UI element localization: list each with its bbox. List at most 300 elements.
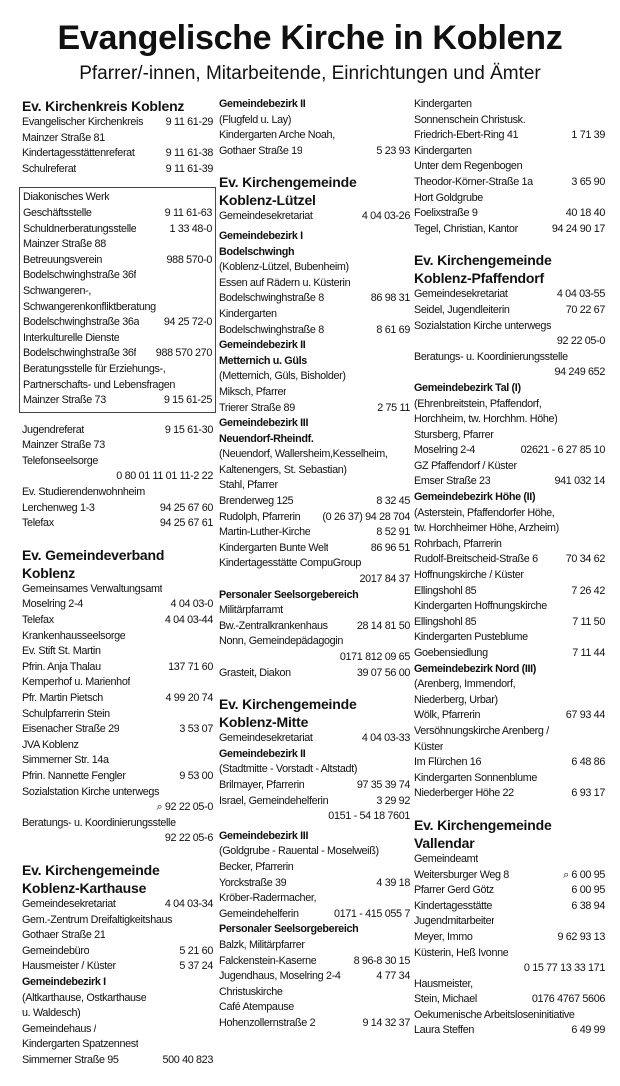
phone-number: 5 21 60 bbox=[179, 944, 213, 957]
entry-label: Weitersburger Weg 8 bbox=[414, 868, 509, 881]
column-3 bbox=[414, 97, 605, 1039]
contact-line bbox=[23, 378, 212, 394]
subsection-heading: Gemeindebezirk I bbox=[219, 229, 303, 242]
phone-number: 9 11 61-39 bbox=[165, 162, 213, 175]
contact-line bbox=[23, 346, 212, 362]
contact-line bbox=[219, 794, 410, 810]
contact-line bbox=[414, 1023, 605, 1039]
contact-line bbox=[414, 646, 605, 662]
subsection-heading: Gemeindebezirk Höhe (II) bbox=[414, 491, 536, 504]
contact-line bbox=[219, 260, 410, 276]
phone-number: 7 26 42 bbox=[571, 584, 605, 597]
phone-number: 8 96-8 30 15 bbox=[353, 954, 410, 967]
entry-label: Kindergarten bbox=[414, 144, 472, 157]
entry-label: Christuskirche bbox=[219, 985, 283, 998]
entry-label: Pfarrer Gerd Götz bbox=[414, 884, 494, 897]
phone-number: ⌕ 92 22 05-0 bbox=[156, 801, 213, 814]
contact-line bbox=[219, 572, 410, 588]
entry-label: GZ Pfaffendorf / Küster bbox=[414, 459, 517, 472]
phone-number: 988 570-0 bbox=[166, 253, 212, 266]
entry-label: Gemeindebüro bbox=[22, 944, 90, 957]
phone-number: 988 570 270 bbox=[155, 347, 212, 360]
contact-line bbox=[22, 928, 213, 944]
entry-label: Yorckstraße 39 bbox=[219, 876, 287, 889]
phone-number: 67 93 44 bbox=[565, 709, 605, 722]
entry-label: Unter dem Regenbogen bbox=[414, 160, 523, 173]
entry-label: Gothaer Straße 19 bbox=[219, 144, 303, 157]
subsection-heading: Neuendorf-Rheindf. bbox=[219, 432, 314, 445]
contact-line bbox=[22, 897, 213, 913]
contact-line bbox=[414, 771, 605, 787]
contact-line bbox=[219, 209, 410, 225]
entry-label: Bodelschwinghstraße 36f bbox=[23, 269, 137, 282]
contact-line bbox=[219, 541, 410, 557]
entry-label: Niederberger Höhe 22 bbox=[414, 787, 514, 800]
phone-number: 137 71 60 bbox=[168, 660, 213, 673]
subsection-heading: Gemeindebezirk II bbox=[219, 98, 306, 110]
contact-line bbox=[414, 159, 605, 175]
contact-line bbox=[22, 162, 213, 178]
entry-label: Brilmayer, Pfarrerin bbox=[219, 778, 305, 791]
entry-label: Hausmeister / Küster bbox=[22, 960, 116, 973]
phone-number: 02621 - 6 27 85 10 bbox=[520, 444, 605, 457]
phone-number: 6 38 94 bbox=[571, 899, 605, 912]
subsection-heading: Gemeindebezirk III bbox=[219, 829, 309, 842]
contact-line bbox=[22, 660, 213, 676]
phone-number: 1 33 48-0 bbox=[169, 222, 212, 235]
phone-number: 4 04 03-33 bbox=[361, 732, 410, 745]
diakonie-box bbox=[19, 187, 216, 412]
contact-line bbox=[414, 786, 605, 802]
contact-line bbox=[219, 603, 410, 619]
phone-number: ⌕ 6 00 95 bbox=[563, 868, 605, 881]
contact-line bbox=[414, 630, 605, 646]
entry-label: Pfrin. Nannette Fengler bbox=[22, 769, 126, 782]
entry-label: Telefax bbox=[22, 614, 54, 627]
entry-label: Laura Steffen bbox=[414, 1024, 475, 1037]
entry-label: Niederberg, Urbar) bbox=[414, 693, 498, 706]
contact-line bbox=[414, 568, 605, 584]
entry-label: Becker, Pfarrerin bbox=[219, 860, 294, 873]
entry-label: Kindergarten bbox=[219, 307, 277, 320]
contact-line bbox=[414, 930, 605, 946]
subsection-heading: Gemeindebezirk I bbox=[22, 975, 106, 988]
phone-number: 86 96 51 bbox=[370, 541, 410, 554]
phone-number: 94 25 67 61 bbox=[159, 517, 213, 530]
section-heading: Koblenz-Karthause bbox=[22, 879, 147, 896]
contact-line bbox=[22, 644, 213, 660]
phone-number: 97 35 39 74 bbox=[356, 778, 410, 791]
entry-label: Meyer, Immo bbox=[414, 930, 473, 943]
phone-number: 2017 84 37 bbox=[359, 573, 410, 586]
entry-label: Martin-Luther-Kirche bbox=[219, 526, 311, 539]
contact-line bbox=[414, 961, 605, 977]
phone-number: 3 65 90 bbox=[571, 175, 605, 188]
phone-number: 6 48 86 bbox=[571, 756, 605, 769]
entry-label: tw. Horchheimer Höhe, Arzheim) bbox=[414, 522, 559, 535]
contact-line bbox=[22, 516, 213, 532]
phone-number: 0171 - 415 055 7 bbox=[333, 907, 410, 920]
entry-label: Gemeindesekretariat bbox=[219, 732, 313, 745]
phone-number: 39 07 56 00 bbox=[356, 666, 410, 679]
entry-label: Gemeindehaus / bbox=[22, 1022, 97, 1035]
contact-line bbox=[414, 693, 605, 709]
contact-line bbox=[414, 708, 605, 724]
entry-label: Simmerner Str. 14a bbox=[22, 754, 109, 767]
entry-label: Beratungs- u. Koordinierungsstelle bbox=[414, 350, 568, 363]
entry-label: Gem.-Zentrum Dreifaltigkeitshaus bbox=[22, 913, 173, 926]
entry-label: Gemeindesekretariat bbox=[22, 897, 116, 910]
entry-label: (Flugfeld u. Lay) bbox=[219, 113, 292, 126]
entry-label: Jugendmitarbeiter bbox=[414, 915, 495, 928]
phone-number: 0151 - 54 18 7601 bbox=[328, 810, 410, 823]
phone-number: 7 11 44 bbox=[572, 647, 605, 659]
contact-line bbox=[414, 175, 605, 191]
contact-line bbox=[414, 303, 605, 319]
contact-line bbox=[22, 944, 213, 960]
contact-line bbox=[219, 307, 410, 323]
contact-line bbox=[22, 454, 213, 470]
entry-label: Krankenhausseelsorge bbox=[22, 629, 126, 642]
entry-label: Partnerschafts- und Lebensfragen bbox=[23, 378, 176, 391]
entry-label: Kindertagesstätte CompuGroup bbox=[219, 557, 362, 570]
spacer bbox=[22, 847, 213, 861]
entry-label: Balzk, Militärpfarrer bbox=[219, 938, 305, 951]
entry-label: Beratungs- u. Koordinierungsstelle bbox=[22, 816, 176, 829]
contact-line bbox=[414, 97, 605, 113]
contact-line bbox=[22, 1022, 213, 1038]
entry-label: Goebensiedlung bbox=[414, 647, 488, 659]
entry-label: Kindergarten Spatzennest bbox=[22, 1038, 139, 1051]
contact-line bbox=[22, 785, 213, 801]
contact-line bbox=[22, 582, 213, 598]
contact-line bbox=[414, 992, 605, 1008]
entry-label: Evangelischer Kirchenkreis bbox=[22, 116, 144, 128]
phone-number: 5 37 24 bbox=[179, 960, 213, 973]
phone-number: 4 99 20 74 bbox=[165, 692, 213, 704]
entry-label: Schulreferat bbox=[22, 162, 77, 175]
contact-line bbox=[414, 724, 605, 740]
section-heading: Ev. Kirchenkreis Koblenz bbox=[22, 98, 185, 114]
phone-number: 2 75 11 bbox=[377, 401, 410, 414]
phone-number: 70 22 67 bbox=[565, 303, 605, 316]
contact-line bbox=[414, 868, 605, 884]
entry-label: Grasteit, Diakon bbox=[219, 666, 291, 679]
phone-number: 4 04 03-44 bbox=[164, 614, 213, 627]
entry-label: (Goldgrube - Rauental - Moselweiß) bbox=[219, 845, 379, 858]
spacer bbox=[414, 802, 605, 816]
contact-line bbox=[22, 991, 213, 1007]
contact-line bbox=[219, 778, 410, 794]
contact-line bbox=[414, 977, 605, 993]
phone-number: 3 29 92 bbox=[376, 794, 410, 807]
section-heading: Koblenz-Mitte bbox=[219, 714, 309, 731]
entry-label: Café Atempause bbox=[219, 1001, 294, 1014]
entry-label: Trierer Straße 89 bbox=[219, 401, 295, 414]
entry-label: Bodelschwinghstraße 8 bbox=[219, 292, 324, 305]
contact-line bbox=[414, 521, 605, 537]
entry-label: Ellingshohl 85 bbox=[414, 584, 477, 597]
entry-label: Tegel, Christian, Kantor bbox=[414, 222, 518, 235]
spacer bbox=[22, 413, 213, 423]
entry-label: Sozialstation Kirche unterwegs bbox=[414, 319, 552, 332]
entry-label: Seidel, Jugendleiterin bbox=[414, 303, 510, 316]
contact-line bbox=[414, 206, 605, 222]
entry-label: Kaltenengers, St. Sebastian) bbox=[219, 463, 347, 476]
entry-label: Küster bbox=[414, 740, 444, 753]
contact-line bbox=[22, 831, 213, 847]
phone-number: 9 11 61-38 bbox=[165, 147, 213, 160]
contact-line bbox=[23, 268, 212, 284]
entry-label: Mainzer Straße 73 bbox=[22, 439, 105, 452]
entry-label: Theodor-Körner-Straße 1a bbox=[414, 175, 533, 188]
phone-number: 3 53 07 bbox=[179, 723, 213, 736]
contact-line bbox=[23, 222, 212, 238]
column-2 bbox=[219, 97, 410, 1031]
entry-label: Jugendhaus, Moselring 2-4 bbox=[219, 970, 341, 983]
contact-line bbox=[22, 613, 213, 629]
phone-number: 4 04 03-26 bbox=[361, 210, 410, 223]
contact-line bbox=[414, 397, 605, 413]
entry-label: Bodelschwinghstraße 36a bbox=[23, 316, 140, 329]
contact-line bbox=[22, 131, 213, 147]
entry-label: Simmerner Straße 95 bbox=[22, 1053, 119, 1066]
entry-label: Oekumenische Arbeitsloseninitiative bbox=[414, 1008, 575, 1021]
contact-line bbox=[22, 738, 213, 754]
entry-label: Im Flürchen 16 bbox=[414, 756, 482, 769]
entry-label: Mainzer Straße 81 bbox=[22, 131, 105, 144]
phone-number: 94 24 90 17 bbox=[551, 222, 605, 235]
contact-line bbox=[219, 876, 410, 892]
contact-line bbox=[22, 469, 213, 485]
contact-line bbox=[414, 412, 605, 428]
entry-label: Kindergarten Arche Noah, bbox=[219, 129, 335, 142]
contact-line bbox=[219, 276, 410, 292]
phone-number: 86 98 31 bbox=[370, 292, 410, 305]
contact-line bbox=[219, 385, 410, 401]
contact-line bbox=[219, 1000, 410, 1016]
section-heading: Koblenz-Pfaffendorf bbox=[414, 270, 544, 287]
contact-line bbox=[414, 350, 605, 366]
entry-label: Friedrich-Ebert-Ring 41 bbox=[414, 129, 519, 142]
entry-label: Kindergarten Hoffnungskirche bbox=[414, 600, 547, 613]
contact-line bbox=[414, 677, 605, 693]
entry-label: Gemeindeamt bbox=[414, 852, 478, 865]
phone-number: 8 52 91 bbox=[376, 526, 410, 539]
contact-line bbox=[414, 537, 605, 553]
entry-label: Brenderweg 125 bbox=[219, 495, 294, 508]
entry-label: (Ehrenbreitstein, Pfaffendorf, bbox=[414, 397, 542, 410]
contact-line bbox=[414, 740, 605, 756]
entry-label: Schulpfarrerin Stein bbox=[22, 707, 110, 720]
contact-line bbox=[22, 115, 213, 131]
contact-line bbox=[414, 946, 605, 962]
entry-label: Sonnenschein Christusk. bbox=[414, 113, 526, 126]
entry-label: Beratungsstelle für Erziehungs-, bbox=[23, 362, 166, 375]
contact-line bbox=[414, 459, 605, 475]
subsection-heading: Gemeindebezirk Tal (I) bbox=[414, 381, 521, 394]
phone-number: 6 00 95 bbox=[571, 884, 605, 897]
contact-line bbox=[22, 959, 213, 975]
entry-label: Schwangeren-, bbox=[23, 284, 92, 297]
contact-line bbox=[219, 323, 410, 339]
contact-line bbox=[219, 650, 410, 666]
entry-label: Essen auf Rädern u. Küsterin bbox=[219, 276, 351, 289]
contact-line bbox=[414, 755, 605, 771]
entry-label: JVA Koblenz bbox=[22, 738, 79, 751]
contact-line bbox=[22, 1006, 213, 1022]
subsection-heading: Bodelschwingh bbox=[219, 245, 295, 258]
contact-line bbox=[219, 144, 410, 160]
phone-number: 4 04 03-34 bbox=[164, 897, 213, 910]
phone-number: 94 249 652 bbox=[554, 366, 605, 379]
entry-label: Kröber-Radermacher, bbox=[219, 892, 317, 905]
subsection-heading: Personaler Seelsorgebereich bbox=[219, 923, 359, 936]
entry-label: Betreuungsverein bbox=[23, 253, 103, 266]
contact-line bbox=[22, 722, 213, 738]
contact-line bbox=[22, 707, 213, 723]
entry-label: (Neuendorf, Wallersheim,Kesselheim, bbox=[219, 448, 388, 461]
contact-line bbox=[23, 253, 212, 269]
subsection-heading: Gemeindebezirk III bbox=[219, 417, 309, 430]
entry-label: Ev. Studierendenwohnheim bbox=[22, 486, 145, 499]
subsection-heading: Personaler Seelsorgebereich bbox=[219, 588, 359, 601]
contact-line bbox=[219, 985, 410, 1001]
spacer bbox=[22, 177, 213, 187]
entry-label: Rohrbach, Pfarrerin bbox=[414, 537, 502, 550]
contact-line bbox=[414, 852, 605, 868]
entry-label: Stahl, Pfarrer bbox=[219, 479, 278, 492]
contact-line bbox=[414, 428, 605, 444]
entry-label: Lerchenweg 1-3 bbox=[22, 501, 95, 514]
spacer bbox=[414, 237, 605, 251]
contact-line bbox=[22, 438, 213, 454]
contact-line bbox=[22, 753, 213, 769]
section-heading: Ev. Kirchengemeinde bbox=[22, 861, 160, 878]
phone-number: 9 14 32 37 bbox=[362, 1016, 410, 1029]
entry-label: Kindergarten bbox=[414, 98, 472, 110]
phone-number: 6 49 99 bbox=[571, 1024, 605, 1037]
contact-line bbox=[219, 762, 410, 778]
contact-line bbox=[414, 474, 605, 490]
contact-line bbox=[23, 393, 212, 409]
contact-line bbox=[22, 913, 213, 929]
contact-line bbox=[414, 506, 605, 522]
entry-label: Telefonseelsorge bbox=[22, 454, 99, 467]
entry-label: Bodelschwinghstraße 36f bbox=[23, 347, 137, 360]
entry-label: Geschäftsstelle bbox=[23, 206, 92, 219]
subsection-heading: Gemeindebezirk II bbox=[219, 339, 306, 352]
contact-line bbox=[414, 443, 605, 459]
contact-line bbox=[414, 1008, 605, 1024]
entry-label: Kindergarten Sonnenblume bbox=[414, 771, 538, 784]
phone-number: 9 11 61-29 bbox=[165, 116, 213, 128]
entry-label: Kindergarten Bunte Welt bbox=[219, 541, 329, 554]
contact-line bbox=[219, 556, 410, 572]
contact-line bbox=[219, 447, 410, 463]
entry-label: (Arenberg, Immendorf, bbox=[414, 678, 516, 691]
contact-line bbox=[414, 365, 605, 381]
contact-line bbox=[414, 552, 605, 568]
contact-line bbox=[23, 362, 212, 378]
entry-label: Nonn, Gemeindepädagogin bbox=[219, 635, 344, 648]
contact-line bbox=[219, 954, 410, 970]
phone-number: 4 04 03-55 bbox=[556, 288, 605, 301]
contact-line bbox=[23, 331, 212, 347]
phone-number: 70 34 62 bbox=[565, 553, 605, 566]
contact-line bbox=[219, 860, 410, 876]
spacer bbox=[219, 681, 410, 695]
contact-line bbox=[414, 222, 605, 238]
entry-label: Versöhnungskirche Arenberg / bbox=[414, 724, 549, 737]
entry-label: Falckenstein-Kaserne bbox=[219, 954, 317, 967]
phone-number: 5 23 93 bbox=[376, 144, 410, 157]
entry-label: Gemeinsames Verwaltungsamt bbox=[22, 582, 163, 595]
contact-line bbox=[219, 891, 410, 907]
entry-label: Kindergarten Pusteblume bbox=[414, 631, 528, 644]
contact-line bbox=[23, 206, 212, 222]
phone-number: 9 62 93 13 bbox=[557, 930, 605, 943]
phone-number: 500 40 823 bbox=[162, 1053, 213, 1066]
phone-number: 9 53 00 bbox=[179, 769, 213, 782]
entry-label: Gemeindesekretariat bbox=[219, 210, 313, 223]
entry-label: Moselring 2-4 bbox=[22, 598, 83, 611]
contact-line bbox=[23, 315, 212, 331]
contact-line bbox=[22, 800, 213, 816]
contact-line bbox=[219, 731, 410, 747]
entry-label: Sozialstation Kirche unterwegs bbox=[22, 785, 160, 798]
phone-number: 6 93 17 bbox=[571, 787, 605, 800]
entry-label: Bodelschwinghstraße 8 bbox=[219, 323, 324, 336]
contact-line bbox=[219, 666, 410, 682]
entry-label: u. Waldesch) bbox=[22, 1007, 81, 1020]
entry-label: Militärpfarramt bbox=[219, 604, 283, 617]
subsection-heading: Metternich u. Güls bbox=[219, 354, 307, 367]
contact-line bbox=[219, 634, 410, 650]
contact-line bbox=[22, 691, 213, 707]
contact-line bbox=[22, 629, 213, 645]
phone-number: 40 18 40 bbox=[565, 207, 605, 220]
entry-label: Telefax bbox=[22, 517, 54, 530]
entry-label: Hausmeister, bbox=[414, 977, 473, 990]
contact-line bbox=[219, 619, 410, 635]
page-subtitle: Pfarrer/-innen, Mitarbeitende, Einrichtungen und Ämter bbox=[79, 63, 541, 84]
phone-number: 8 61 69 bbox=[376, 323, 410, 336]
phone-number: 92 22 05-0 bbox=[556, 335, 605, 348]
phone-number: 4 77 34 bbox=[376, 970, 410, 983]
entry-label: Foelixstraße 9 bbox=[414, 207, 478, 220]
contact-line bbox=[219, 938, 410, 954]
phone-number: 0 15 77 13 33 171 bbox=[523, 962, 605, 975]
entry-label: Pfrin. Anja Thalau bbox=[22, 660, 101, 673]
contact-line bbox=[219, 809, 410, 825]
phone-number: 9 15 61-30 bbox=[164, 423, 213, 436]
entry-label: Kindertagesstättenreferat bbox=[22, 147, 135, 160]
contact-line bbox=[414, 914, 605, 930]
contact-line bbox=[219, 401, 410, 417]
contact-line bbox=[414, 615, 605, 631]
contact-line bbox=[23, 284, 212, 300]
entry-label: Gothaer Straße 21 bbox=[22, 929, 106, 942]
contact-line bbox=[414, 144, 605, 160]
contact-line bbox=[22, 1037, 213, 1053]
contact-line bbox=[22, 769, 213, 785]
entry-label: (Stadtmitte - Vorstadt - Altstadt) bbox=[219, 763, 358, 776]
page-title: Evangelische Kirche in Koblenz bbox=[57, 19, 563, 57]
phone-number: 941 032 14 bbox=[554, 475, 605, 488]
entry-label: Ev. Stift St. Martin bbox=[22, 645, 101, 658]
contact-line bbox=[414, 883, 605, 899]
